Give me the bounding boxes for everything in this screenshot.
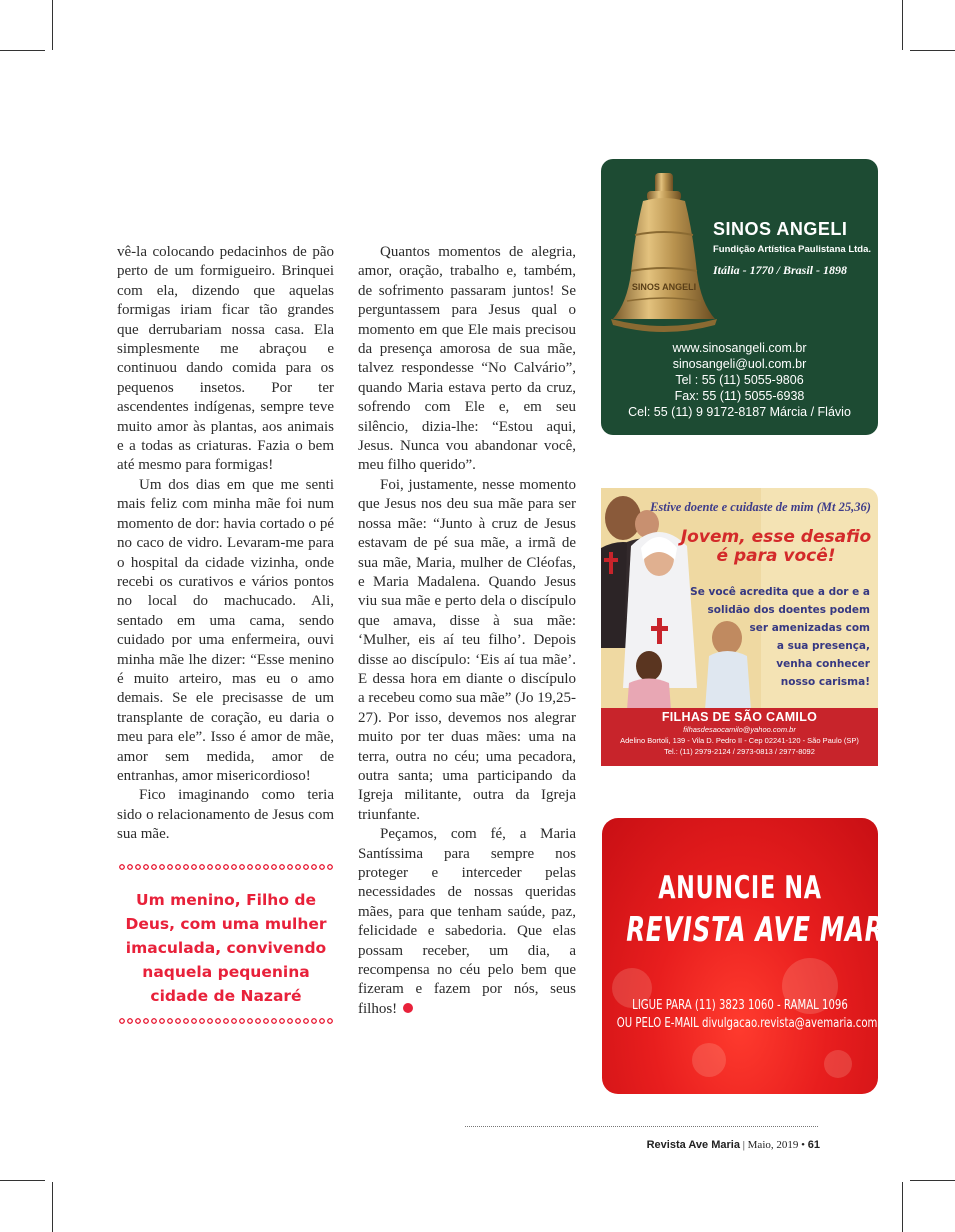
end-mark-dot (403, 1003, 413, 1013)
ad-subtitle: Fundição Artística Paulistana Ltda. (713, 244, 872, 255)
footer-separator: | (742, 1139, 745, 1151)
ad-footer-band (601, 708, 878, 766)
ad-title-line2: REVISTA AVE MARIA (626, 910, 914, 950)
ad-body (690, 583, 870, 691)
crop-mark (910, 1180, 955, 1181)
ad-filhas-sao-camilo[interactable] (601, 488, 878, 766)
issue-date: Maio, 2019 (747, 1139, 799, 1151)
ad-email[interactable]: filhasdesaocamilo@yahoo.com.br (683, 725, 796, 734)
paragraph (358, 825, 576, 1019)
article-column-2 (358, 243, 576, 1019)
crop-mark (910, 50, 955, 51)
crop-mark (902, 0, 903, 50)
ad-email[interactable]: OU PELO E-MAIL divulgacao.revista@avemaria.com.br (616, 1016, 892, 1031)
crop-mark (52, 1182, 53, 1232)
ad-contacts (601, 340, 878, 420)
ad-phone: LIGUE PARA (11) 3823 1060 - RAMAL 1096 (632, 998, 848, 1013)
paragraph: Um dos dias em que me senti mais feliz com minha mãe foi num momento de dor: havia cortado o pé no caco de vidro. Levaram-me para o hospital da cidade vizinha, onde recebi os curativos e vários pontos no local do machucado. Ali, sentado em uma cama, sendo cuidado por uma enfermeira, ouvi minha mãe lhe dizer: “Esse menino é muito arteiro, mas eu o amo demais. Se ele precisasse de um transplante de coração, eu daria o meu para ele”. Isso é amor de mãe, amor sem medida, amor de entranhas, amor misericordioso! (117, 476, 334, 784)
bell-icon (609, 173, 719, 333)
crop-mark (0, 1180, 45, 1181)
ad-body-line: nosso carisma! (780, 676, 870, 688)
ad-revista-ave-maria[interactable] (602, 818, 914, 1094)
ad-email[interactable]: sinosangeli@uol.com.br (672, 357, 807, 371)
crop-mark (0, 50, 45, 51)
pull-quote: Um menino, Filho de Deus, com uma mulher imaculada, convivendo naquela pequenina cidade de Nazaré (125, 891, 327, 1005)
ad-cell: Cel: 55 (11) 9 9172-8187 Márcia / Flávio (628, 405, 851, 419)
magazine-name: Revista Ave Maria (646, 1139, 740, 1151)
ad-body-line: Se você acredita que a dor e a (690, 586, 870, 598)
paragraph: Quantos momentos de alegria, amor, oração, trabalho e, também, de sofrimento passaram juntos! Se perguntassem para Jesus qual o momento em que Ele mais precisou da presença amorosa de sua mãe, talvez respondesse “No Calvário”, quando Maria estava perto da cruz, sofrendo com Ele e, em seu silêncio, dizia-lhe: “Estou aqui, Jesus. Nunca vou abandonar você, meu filho querido”. (358, 244, 576, 474)
article-column-1 (117, 243, 334, 845)
bokeh-light (692, 1043, 726, 1077)
ad-fax: Fax: 55 (11) 5055-6938 (674, 389, 805, 403)
ad-body-line: solidão dos doentes podem (707, 604, 870, 616)
paragraph: vê-la colocando pedacinhos de pão perto de um formigueiro. Brinquei com ela, dizendo que aquelas formigas iriam ficar tão grandes que derrubariam nossa casa. Ela simplesmente me abraçou e continuou dando comida para os pequenos insetos. Por ter ascendentes indígenas, sempre teve muito amor às plantas, aos animais e a todas as criaturas. Fazia o bem até mesmo para formigas! (117, 244, 334, 474)
paragraph-text: Peçamos, com fé, a Maria Santíssima para sempre nos proteger e interceder pelas necessidades de nossas queridas mães, para que tenham saúde, paz, felicidade e sabedoria. Que elas possam receber, um dia, a recompensa no céu pelo bem que fizeram e fazem por nós, seus filhos! (358, 826, 576, 1017)
ad-headline-line: é para você! (716, 546, 836, 566)
ornament-divider-top (118, 862, 334, 872)
ad-address: Adelino Bortoli, 139 - Vila D. Pedro II - Cep 02241-120 - São Paulo (SP) (620, 736, 859, 745)
footer-bullet: • (801, 1139, 805, 1151)
ad-sinos-angeli[interactable] (601, 159, 878, 435)
ad-body-line: ser amenizadas com (749, 622, 870, 634)
ad-headline (671, 528, 881, 566)
page-footer (647, 1139, 820, 1151)
paragraph: Foi, justamente, nesse momento que Jesus nos deu sua mãe para ser nossa mãe: “Junto à cruz de Jesus estavam de pé sua mãe, a irmã de sua mãe, Maria, mulher de Cléofas, e Maria Madalena. Quando Jesus viu sua mãe e perto dela o discípulo que amava, disse à sua mãe: ‘Mulher, eis aí teu filho’. Depois disse ao discípulo: ‘Eis aí tua mãe’. E dessa hora em diante o discípulo a recebeu como sua mãe” (Jo 19,25-27). Por isso, devemos nos alegrar muito por ter duas mães: uma na terra, outra no céu; uma pecadora, outra santa; uma participando da Igreja militante, outra da Igreja triunfante. (358, 476, 576, 823)
ad-brand: SINOS ANGELI (713, 219, 848, 239)
paragraph: Fico imaginando como teria sido o relacionamento de Jesus com sua mãe. (117, 787, 334, 843)
ad-org-name: FILHAS DE SÃO CAMILO (661, 710, 818, 724)
crop-mark (902, 1182, 903, 1232)
ad-verse: Estive doente e cuidaste de mim (Mt 25,36) (650, 500, 871, 514)
ad-website[interactable]: www.sinosangeli.com.br (672, 341, 807, 355)
ad-body-line: a sua presença, (776, 640, 870, 652)
ad-headline-line: Jovem, esse desafio (680, 527, 872, 547)
crop-mark (52, 0, 53, 50)
footer-rule (465, 1126, 818, 1127)
bell-engraving: SINOS ANGELI (631, 282, 697, 292)
bokeh-light (824, 1050, 852, 1078)
ad-phones: Tel.: (11) 2979-2124 / 2973-0813 / 2977-8092 (664, 747, 815, 756)
ad-since: Itália - 1770 / Brasil - 1898 (713, 263, 848, 277)
ad-phone: Tel : 55 (11) 5055-9806 (675, 373, 804, 387)
ornament-divider-bottom (118, 1016, 334, 1026)
ad-title-line1: ANUNCIE NA (658, 870, 822, 906)
ad-body-line: venha conhecer (776, 658, 870, 670)
page-number: 61 (807, 1139, 820, 1151)
